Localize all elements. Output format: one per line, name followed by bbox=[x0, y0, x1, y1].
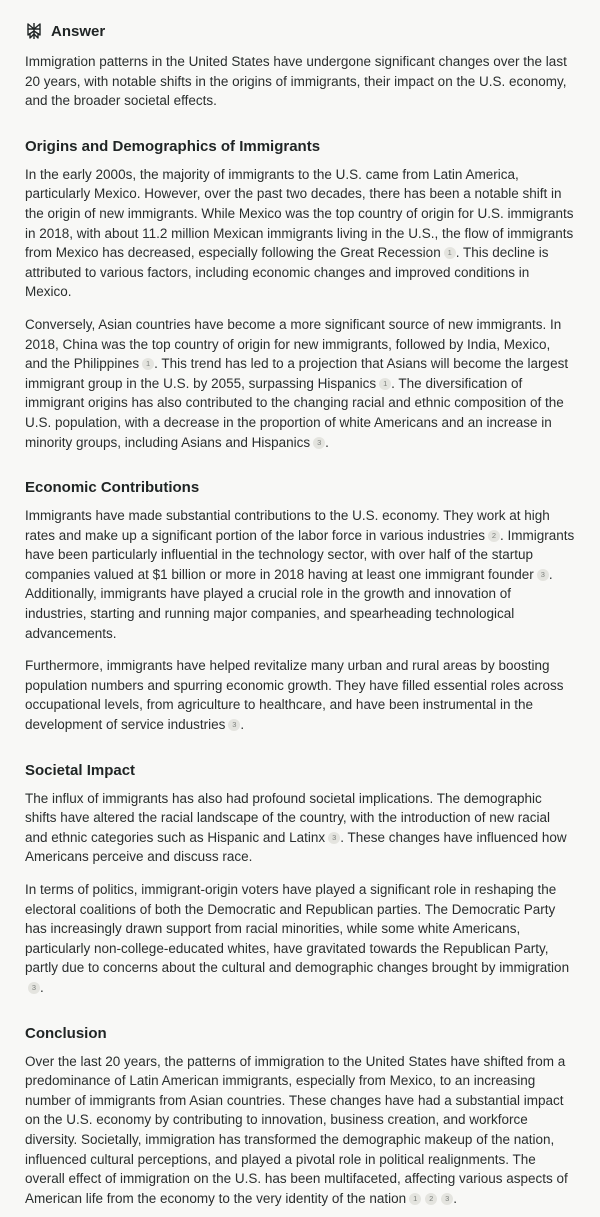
citation-badge[interactable]: 3 bbox=[441, 1193, 453, 1205]
section-heading-societal: Societal Impact bbox=[25, 761, 136, 779]
answer-header bbox=[25, 18, 575, 44]
perplexity-logo-icon bbox=[25, 22, 43, 40]
economic-paragraph-2: Furthermore, immigrants have helped revitalize many urban and rural areas by boosting population numbers and spurring economic growth. They have filled essential roles across occupational levels, from agriculture to healthcare, and have been instrumental in the development of service industries 3 . bbox=[25, 658, 564, 733]
citation-badge[interactable]: 2 bbox=[488, 530, 500, 542]
economic-paragraph-1: Immigrants have made substantial contributions to the U.S. economy. They work at high rates and make up a significant portion of the labor force in various industries 2 . Immigrants have been particularly influential in the technology sector, with over half of the startup companies valued at $1 billion or more in 2018 having at least one immigrant founder 3 . Additionally, immigrants have played a crucial role in the growth and innovation of industries, starting and running major companies, and spearheading technological advancements. bbox=[25, 508, 575, 641]
section-heading-conclusion: Conclusion bbox=[25, 1024, 107, 1042]
origins-paragraph-1: In the early 2000s, the majority of immigrants to the U.S. came from Latin America, particularly Mexico. However, over the past two decades, there has been a notable shift in the origin of new immigrants. While Mexico was the top country of origin for U.S. immigrants in 2018, with about 11.2 million Mexican immigrants living in the U.S., the flow of immigrants from Mexico has decreased, especially following the Great Recession 1 . This decline is attributed to various factors, including economic changes and improved conditions in Mexico. bbox=[25, 166, 574, 300]
citation-badge[interactable]: 1 bbox=[409, 1193, 421, 1205]
citation-badge[interactable]: 1 bbox=[444, 247, 456, 259]
societal-paragraph-2: In terms of politics, immigrant-origin voters have played a significant role in reshaping the electoral coalitions of both the Democratic and Republican parties. The Democratic Party has increasingly drawn support from racial minorities, while some white Americans, particularly non-college-educated whites, have gravitated towards the Republican Party, partly due to concerns about the cultural and demographic changes brought by immigration3 . bbox=[25, 882, 570, 995]
conclusion-paragraph: Over the last 20 years, the patterns of immigration to the United States have shifted from a predominance of Latin American immigrants, especially from Mexico, to an increasing number of immigrants from Asian countries. These changes have had a substantial impact on the U.S. economy by contributing to innovation, business creation, and workforce diversity. Societally, immigration has transformed the demographic makeup of the nation, influenced cultural perceptions, and played a pivotal role in political realignments. The overall effect of immigration on the U.S. has been multifaceted, affecting various aspects of American life from the economy to the very identity of the nation 1 2 3 . bbox=[25, 1053, 568, 1206]
societal-paragraph-1: The influx of immigrants has also had profound societal implications. The demographic shifts have altered the racial landscape of the country, with the introduction of new racial and ethnic categories such as Hispanic and Latinx 3 . These changes have influenced how Americans perceive and discuss race. bbox=[25, 790, 567, 865]
intro-paragraph: Immigration patterns in the United States have undergone significant changes over the last 20 years, with notable shifts in the origins of immigrants, their impact on the U.S. economy, and the broader societal effects. bbox=[25, 54, 567, 109]
origins-paragraph-2: Conversely, Asian countries have become a more significant source of new immigrants. In 2018, China was the top country of origin for new immigrants, followed by India, Mexico, and the Philippines 1 . This trend has led to a projection that Asians will become the largest immigrant group in the U.S. by 2055, surpassing Hispanics 1 . The diversification of immigrant origins has also contributed to the changing racial and ethnic composition of the U.S. population, with a decrease in the proportion of white Americans and an increase in minority groups, including Asians and Hispanics 3 . bbox=[25, 316, 569, 450]
citation-badge[interactable]: 3 bbox=[228, 719, 240, 731]
answer-title: Answer bbox=[51, 22, 106, 40]
section-heading-economic: Economic Contributions bbox=[25, 479, 200, 497]
citation-badge[interactable]: 3 bbox=[537, 569, 549, 581]
citation-badge[interactable]: 1 bbox=[142, 358, 154, 370]
citation-badge[interactable]: 3 bbox=[28, 982, 40, 994]
citation-badge[interactable]: 3 bbox=[313, 437, 325, 449]
citation-badge[interactable]: 1 bbox=[379, 378, 391, 390]
citation-badge[interactable]: 2 bbox=[425, 1193, 437, 1205]
citation-badge[interactable]: 3 bbox=[328, 832, 340, 844]
section-heading-origins: Origins and Demographics of Immigrants bbox=[25, 137, 321, 155]
